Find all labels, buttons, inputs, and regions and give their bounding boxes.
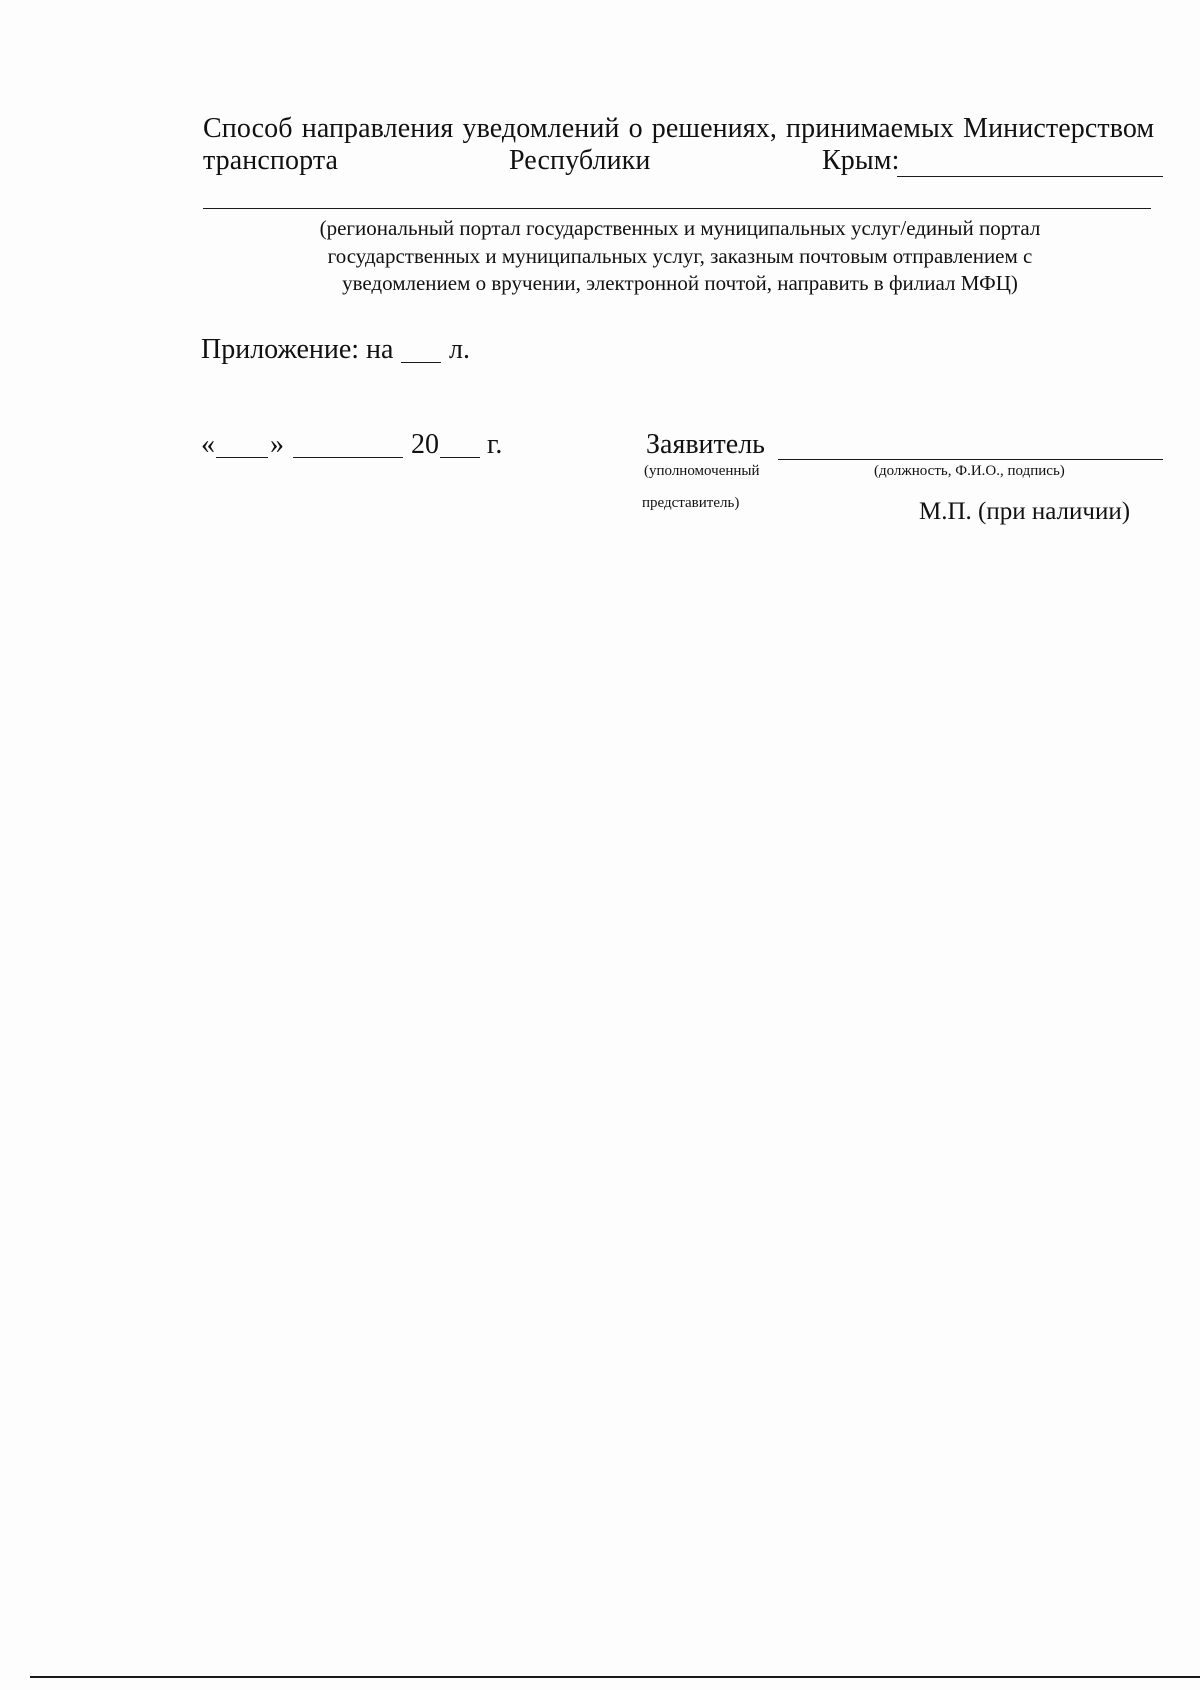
notification-method-fill-line-2 xyxy=(203,208,1151,209)
notification-word-crimea: Крым: xyxy=(822,145,900,176)
date-day-blank xyxy=(216,457,268,458)
attachment-label: Приложение: на xyxy=(201,334,394,365)
applicant-signature-line xyxy=(778,459,1163,460)
applicant-note-right: (должность, Ф.И.О., подпись) xyxy=(874,463,1065,479)
stamp-place-note: М.П. (при наличии) xyxy=(919,498,1131,525)
date-year-suffix: г. xyxy=(487,429,503,460)
attachment-unit: л. xyxy=(449,334,470,365)
date-month-blank xyxy=(293,457,403,458)
notification-word-republic: Республики xyxy=(509,145,651,176)
attachment-pages-blank xyxy=(401,362,441,363)
applicant-label: Заявитель xyxy=(646,429,765,460)
date-close-quote: » xyxy=(270,429,284,460)
page-bottom-edge-line xyxy=(30,1676,1200,1678)
date-year-blank xyxy=(440,457,480,458)
date-century: 20 xyxy=(411,429,439,460)
notification-word-transport: транспорта xyxy=(203,145,339,176)
date-open-quote: « xyxy=(201,429,215,460)
notification-method-hint-line-3: уведомлением о вручении, электронной почтой, направить в филиал МФЦ) xyxy=(342,271,1018,295)
notification-method-hint-line-2: государственных и муниципальных услуг, заказным почтовым отправлением с xyxy=(327,244,1033,268)
applicant-note-left-line-1: (уполномоченный xyxy=(644,463,760,479)
applicant-note-left-line-2: представитель) xyxy=(642,495,740,511)
notification-method-line-1: Способ направления уведомлений о решениях, принимаемых Министерством xyxy=(203,113,1155,144)
notification-method-hint-line-1: (региональный портал государственных и муниципальных услуг/единый портал xyxy=(319,216,1041,240)
notification-method-fill-line-1 xyxy=(897,176,1163,177)
